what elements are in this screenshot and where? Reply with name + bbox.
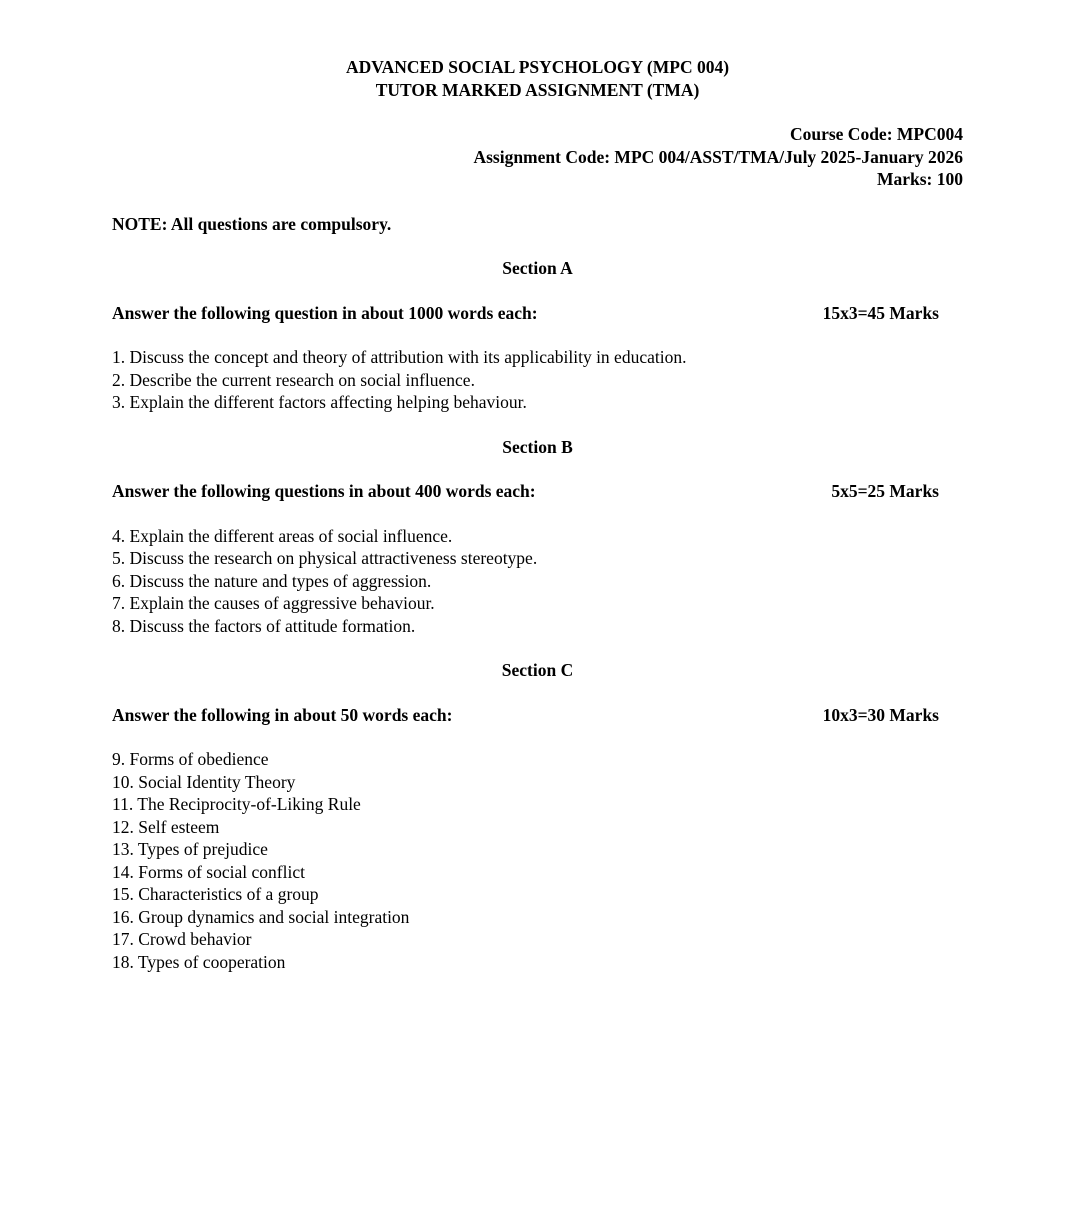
- question-item: 14. Forms of social conflict: [112, 861, 305, 882]
- question-item: 12. Self esteem: [112, 816, 220, 837]
- section-c-questions: [112, 748, 963, 973]
- document-title-line2: TUTOR MARKED ASSIGNMENT (TMA): [375, 79, 700, 100]
- question-item: 17. Crowd behavior: [112, 929, 252, 949]
- section-c-marks: 10x3=30 Marks: [822, 704, 939, 725]
- question-item: 9. Forms of obedience: [112, 749, 269, 769]
- section-a-instruction-row: [112, 302, 963, 325]
- section-a-marks: 15x3=45 Marks: [822, 302, 939, 323]
- assignment-code: Assignment Code: MPC 004/ASST/TMA/July 2025-January 2026: [473, 146, 963, 167]
- question-item: 15. Characteristics of a group: [112, 884, 319, 904]
- section-b-questions: [112, 525, 963, 638]
- section-b-instruction: Answer the following questions in about 400 words each:: [112, 481, 536, 501]
- question-item: 3. Explain the different factors affecting helping behaviour.: [112, 392, 527, 412]
- question-item: 4. Explain the different areas of social influence.: [112, 525, 453, 546]
- section-b-instruction-row: [112, 480, 963, 503]
- question-item: 5. Discuss the research on physical attractiveness stereotype.: [112, 548, 538, 568]
- question-item: 18. Types of cooperation: [112, 951, 286, 972]
- question-item: 16. Group dynamics and social integration: [112, 906, 410, 927]
- section-b-marks: 5x5=25 Marks: [831, 481, 939, 501]
- question-item: 6. Discuss the nature and types of aggression.: [112, 570, 432, 591]
- question-item: 1. Discuss the concept and theory of attribution with its applicability in education.: [112, 347, 687, 367]
- document-meta: [112, 123, 963, 191]
- question-item: 13. Types of prejudice: [112, 839, 268, 859]
- course-code: Course Code: MPC004: [789, 124, 963, 144]
- question-item: 10. Social Identity Theory: [112, 771, 296, 792]
- section-a-instruction: Answer the following question in about 1000 words each:: [112, 302, 538, 323]
- section-a-heading: Section A: [502, 258, 573, 278]
- total-marks: Marks: 100: [876, 169, 963, 189]
- document-title-line1: ADVANCED SOCIAL PSYCHOLOGY (MPC 004): [345, 57, 730, 77]
- question-item: 2. Describe the current research on social influence.: [112, 369, 475, 390]
- document-title: [112, 56, 963, 101]
- question-item: 7. Explain the causes of aggressive behaviour.: [112, 593, 435, 613]
- section-b-heading: Section B: [502, 436, 573, 457]
- compulsory-note: NOTE: All questions are compulsory.: [112, 213, 392, 234]
- section-c-heading: Section C: [501, 660, 574, 680]
- section-c-instruction: Answer the following in about 50 words each:: [112, 704, 453, 725]
- section-a-questions: [112, 346, 963, 414]
- question-item: 11. The Reciprocity-of-Liking Rule: [112, 794, 361, 814]
- question-item: 8. Discuss the factors of attitude formation.: [112, 615, 416, 636]
- section-c-instruction-row: [112, 704, 963, 727]
